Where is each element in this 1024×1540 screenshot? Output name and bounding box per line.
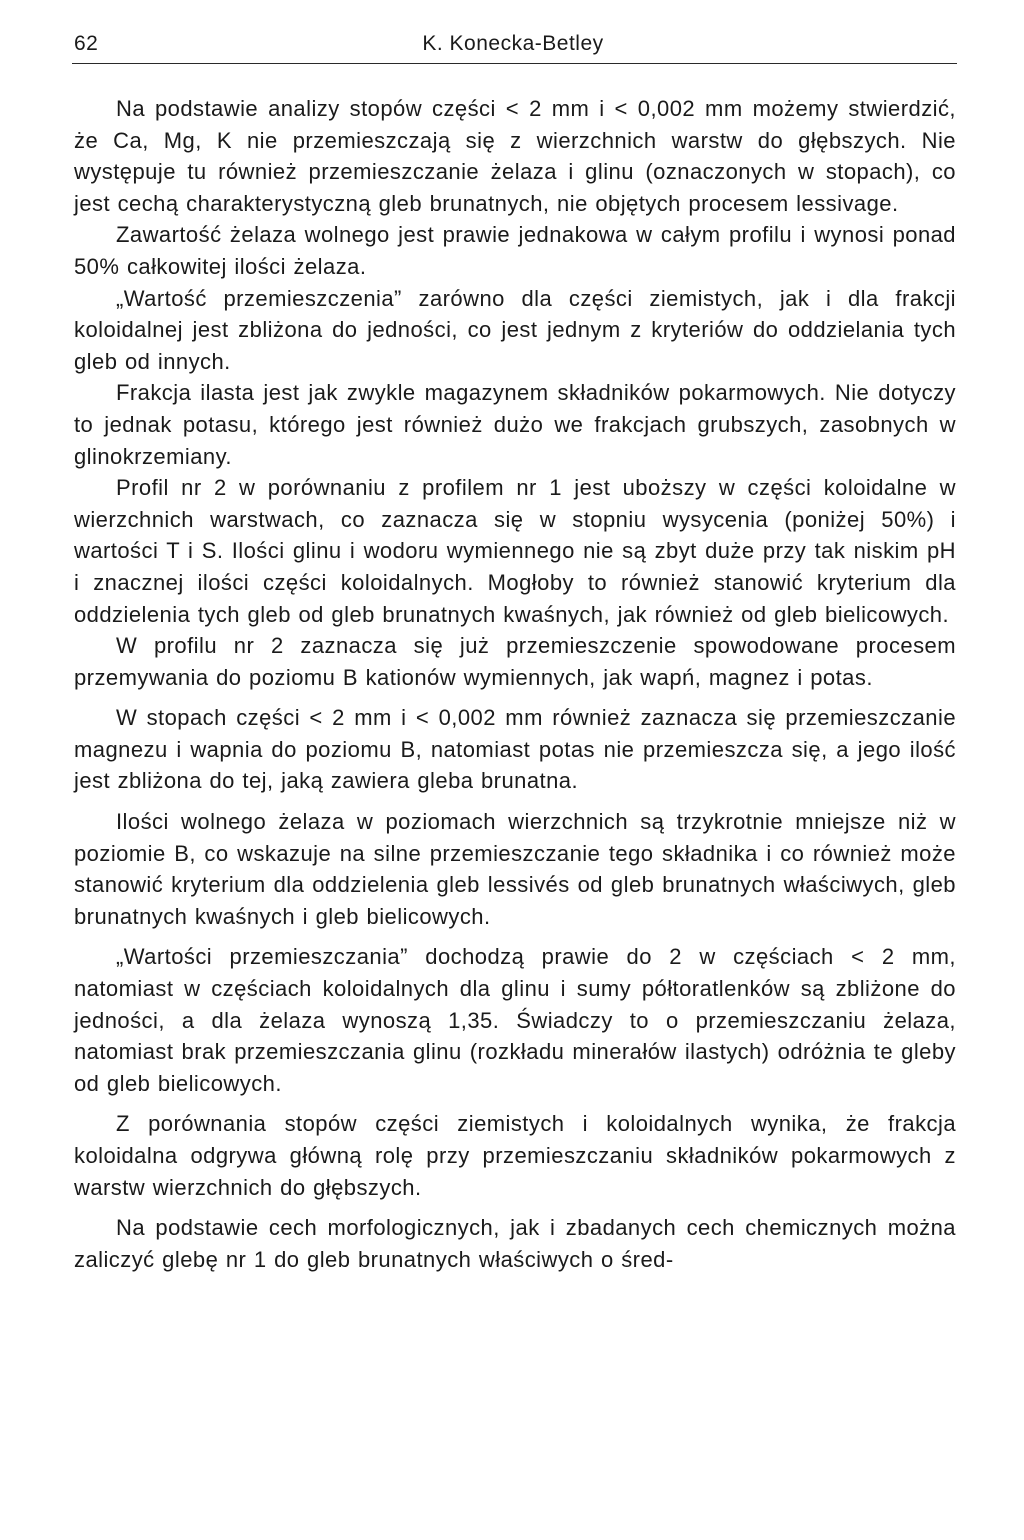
paragraph: W profilu nr 2 zaznacza się już przemieszczenie spowodowane procesem przemywania do poziomu B kationów wymiennych, jak wapń, magnez i potas. <box>74 633 956 690</box>
paragraph: „Wartości przemieszczania” dochodzą prawie do 2 w częściach < 2 mm, natomiast w częściach koloidalnych dla glinu i sumy półtoratlenków są zbliżone do jedności, a dla żelaza wynoszą 1,35. Świadczy to o przemieszczaniu żelaza, natomiast brak przemieszczania glinu (rozkładu minerałów ilastych) odróżnia te gleby od gleb bielicowych. <box>74 944 956 1096</box>
paragraph: Na podstawie cech morfologicznych, jak i zbadanych cech chemicznych można zaliczyć glebę nr 1 do gleb brunatnych właściwych o śred- <box>74 1215 956 1272</box>
paragraph: Z porównania stopów części ziemistych i koloidalnych wynika, że frakcja koloidalna odgrywa główną rolę przy przemieszczaniu składników pokarmowych z warstw wierzchnich do głębszych. <box>74 1111 956 1200</box>
header-rule <box>72 63 957 64</box>
paragraph: Frakcja ilasta jest jak zwykle magazynem składników pokarmowych. Nie dotyczy to jednak potasu, którego jest również dużo we frakcjach grubszych, zasobnych w glinokrzemiany. <box>74 380 956 469</box>
paragraph: W stopach części < 2 mm i < 0,002 mm również zaznacza się przemieszczanie magnezu i wapnia do poziomu B, natomiast potas nie przemieszcza się, a jego ilość jest zbliżona do tej, jaką zawiera gleba brunatna. <box>74 705 956 794</box>
paragraph: Ilości wolnego żelaza w poziomach wierzchnich są trzykrotnie mniejsze niż w poziomie B, co wskazuje na silne przemieszczanie tego składnika i co również może stanowić kryterium dla oddzielenia gleb lessivés od gleb brunatnych właściwych, gleb brunatnych kwaśnych i gleb bielicowych. <box>74 809 956 929</box>
body-text <box>74 93 956 1275</box>
paragraph: Na podstawie analizy stopów części < 2 mm i < 0,002 mm możemy stwierdzić, że Ca, Mg, K nie przemieszczają się z wierzchnich warstw do głębszych. Nie występuje tu również przemieszczanie żelaza i glinu (oznaczonych w stopach), co jest cechą charakterystyczną gleb brunatnych, nie objętych procesem lessivage. <box>74 96 956 216</box>
page-number: 62 <box>74 32 99 55</box>
paragraph: Profil nr 2 w porównaniu z profilem nr 1 jest uboższy w części koloidalne w wierzchnich warstwach, co zaznacza się w stopniu wysycenia (poniżej 50%) i wartości T i S. Ilości glinu i wodoru wymiennego nie są zbyt duże przy tak niskim pH i znacznej ilości części koloidalnych. Mogłoby to również stanowić kryterium dla oddzielenia tych gleb od gleb brunatnych kwaśnych, jak również od gleb bielicowych. <box>74 475 956 627</box>
paragraph: „Wartość przemieszczenia” zarówno dla części ziemistych, jak i dla frakcji koloidalnej jest zbliżona do jedności, co jest jednym z kryteriów do oddzielania tych gleb od innych. <box>74 285 956 374</box>
running-head <box>72 28 954 62</box>
paragraph: Zawartość żelaza wolnego jest prawie jednakowa w całym profilu i wynosi ponad 50% całkowitej ilości żelaza. <box>74 222 956 279</box>
running-title: K. Konecka-Betley <box>422 32 604 55</box>
